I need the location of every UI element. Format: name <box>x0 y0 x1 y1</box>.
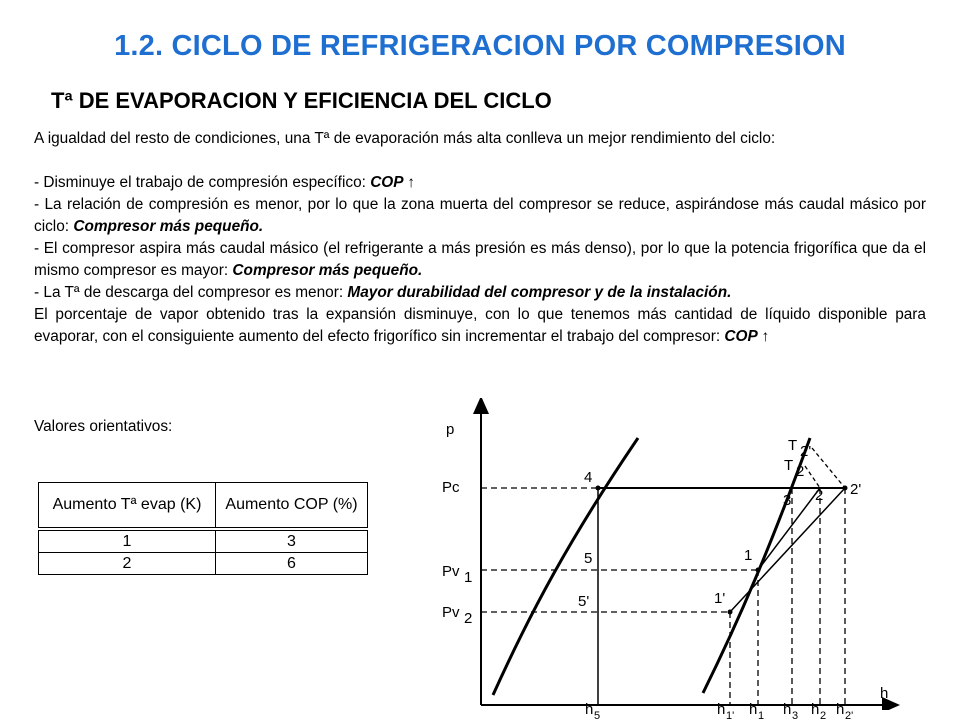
axis-x-label: h <box>880 685 889 702</box>
table-header-row <box>39 483 368 530</box>
label-point-4: 4 <box>584 469 593 486</box>
point-2-prime <box>843 486 848 491</box>
table-cell: 6 <box>216 553 368 575</box>
label-pv1: Pv <box>442 563 460 580</box>
values-label: Valores orientativos: <box>34 418 173 435</box>
bullet-conclusion: Mayor durabilidad del compresor y de la instalación. <box>347 284 732 301</box>
intro-paragraph: A igualdad del resto de condiciones, una Tª de evaporación más alta conlleva un mejor rendimiento del ciclo: <box>34 130 776 147</box>
slide-subtitle: Tª DE EVAPORACION Y EFICIENCIA DEL CICLO <box>51 88 552 113</box>
label-h1: h <box>749 702 758 718</box>
label-point-3: 3 <box>783 492 792 509</box>
label-pv2-sub: 2 <box>464 610 473 627</box>
isotherm-t2-prime <box>812 448 845 488</box>
label-point-1-prime: 1' <box>714 590 726 607</box>
label-h3: h <box>783 702 792 718</box>
label-point-2-prime: 2' <box>850 481 862 498</box>
label-h1p: h <box>717 702 726 718</box>
label-point-1: 1 <box>744 547 753 564</box>
label-h2p: h <box>836 702 845 718</box>
bullet-item <box>34 194 926 238</box>
bullet-item <box>34 238 926 282</box>
label-h1p-sub: 1' <box>726 710 735 720</box>
ph-diagram <box>420 398 900 710</box>
bullet-conclusion: COP ↑ <box>370 174 415 191</box>
label-t2: T <box>784 457 794 474</box>
bullet-item <box>34 282 926 304</box>
label-t2-sub: 2 <box>796 463 805 480</box>
point-1-prime <box>728 610 733 615</box>
cop-table <box>38 482 368 575</box>
label-point-5-prime: 5' <box>578 593 590 610</box>
label-h2: h <box>811 702 820 718</box>
label-pv1-sub: 1 <box>464 569 473 586</box>
bullet-text: - El compresor aspira más caudal másico (el refrigerante a más presión es más denso), por lo que la potencia frigorífica que da el mismo compresor es mayor: <box>34 240 926 279</box>
label-pv2: Pv <box>442 604 460 621</box>
label-h2-sub: 2 <box>820 710 827 720</box>
label-h5: h <box>585 702 594 718</box>
bullet-text: - La relación de compresión es menor, por lo que la zona muerta del compresor se reduce, aspirándose más caudal másico por ciclo: <box>34 196 926 235</box>
table-row <box>39 529 368 553</box>
isotherm-t2 <box>805 466 820 488</box>
bullet-conclusion: Compresor más pequeño. <box>73 218 264 235</box>
table-header: Aumento Tª evap (K) <box>39 483 216 530</box>
enthalpy-labels <box>420 702 900 720</box>
label-t2-prime-sub: 2' <box>800 443 812 460</box>
saturated-liquid-curve <box>493 438 638 695</box>
bullet-text: - La Tª de descarga del compresor es menor: <box>34 284 348 301</box>
label-point-2: 2 <box>815 487 824 504</box>
label-point-5: 5 <box>584 550 593 567</box>
body-text <box>34 128 926 348</box>
label-h1-sub: 1 <box>758 710 765 720</box>
label-pc: Pc <box>442 479 460 496</box>
bullet-text: - Disminuye el trabajo de compresión específico: <box>34 174 371 191</box>
table-cell: 1 <box>39 529 216 553</box>
label-h2p-sub: 2' <box>845 710 854 720</box>
table-row <box>39 553 368 575</box>
table-cell: 3 <box>216 529 368 553</box>
point-4 <box>596 486 601 491</box>
table-header: Aumento COP (%) <box>216 483 368 530</box>
bullet-conclusion: Compresor más pequeño. <box>232 262 423 279</box>
bullet-text: El porcentaje de vapor obtenido tras la expansión disminuye, con lo que tenemos más cantidad de líquido disponible para evaporar, con el consiguiente aumento del efecto frigorífico sin incrementar el trabajo del compresor: <box>34 306 926 345</box>
closing-paragraph <box>34 304 926 348</box>
label-h5-sub: 5 <box>594 710 601 720</box>
bullet-conclusion: COP ↑ <box>724 328 770 345</box>
label-t2-prime: T <box>788 437 798 454</box>
axis-y-label: p <box>446 421 455 438</box>
label-h3-sub: 3 <box>792 710 799 720</box>
bullet-item <box>34 172 926 194</box>
table-cell: 2 <box>39 553 216 575</box>
saturated-vapor-curve <box>703 438 810 693</box>
slide-title: 1.2. CICLO DE REFRIGERACION POR COMPRESION <box>114 30 846 62</box>
point-1 <box>756 568 761 573</box>
